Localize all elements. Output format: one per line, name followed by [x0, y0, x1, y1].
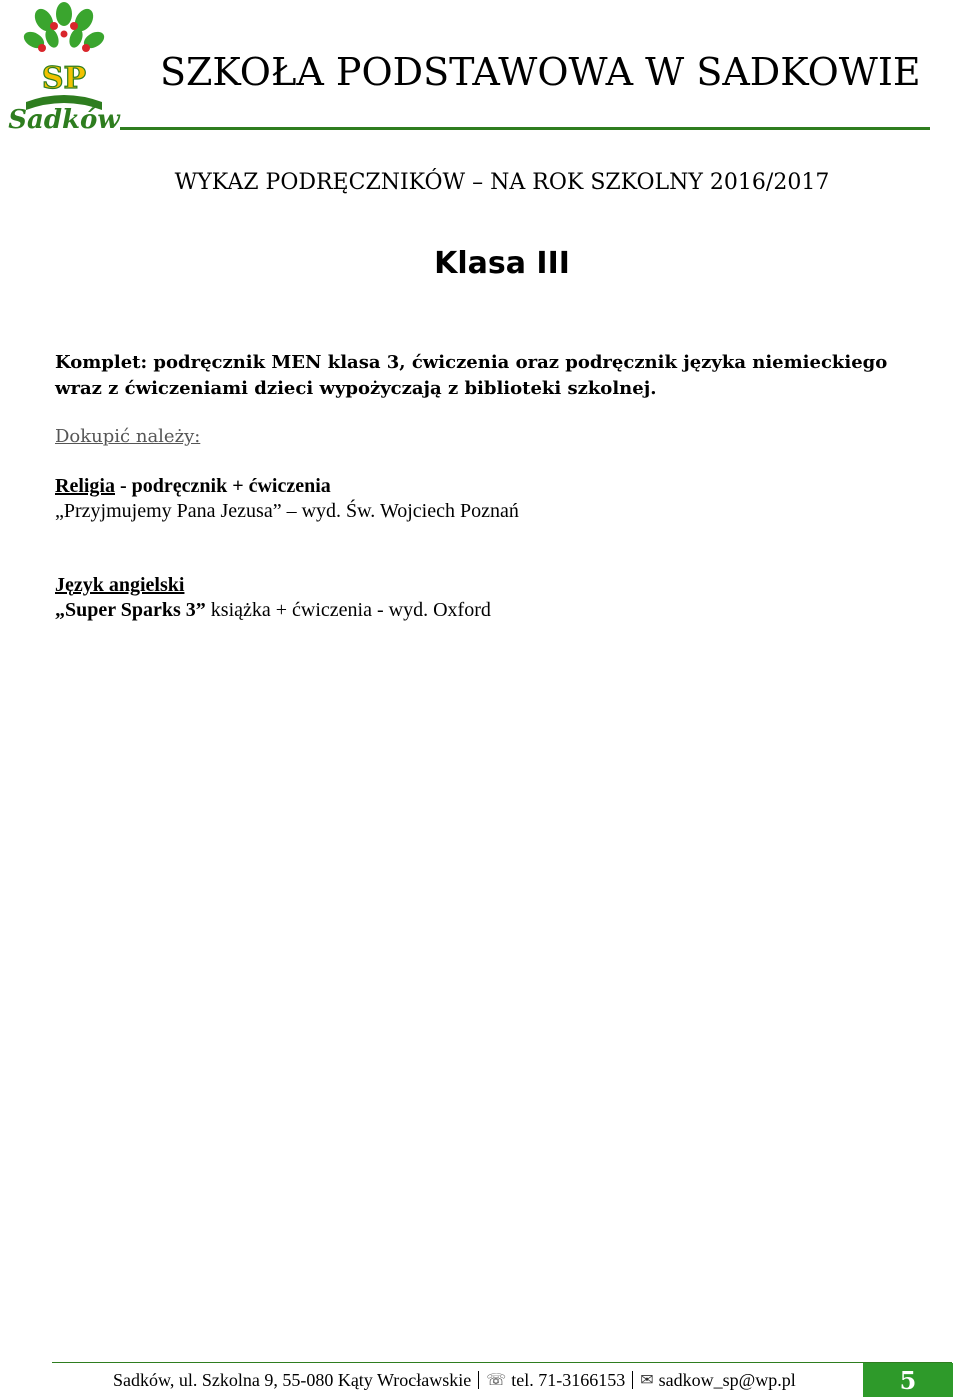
document-heading: WYKAZ PODRĘCZNIKÓW – NA ROK SZKOLNY 2016/2017 — [174, 170, 830, 195]
footer-address: Sadków, ul. Szkolna 9, 55-080 Kąty Wrocławskie — [113, 1370, 472, 1390]
book-title: „Super Sparks 3” — [55, 599, 206, 621]
footer-divider — [52, 1362, 952, 1363]
class-title: Klasa III — [434, 246, 570, 281]
book-entry: „Przyjmujemy Pana Jezusa” – wyd. Św. Wojciech Poznań — [55, 500, 519, 522]
school-name: SZKOŁA PODSTAWOWA W SADKOWIE — [160, 50, 921, 94]
subject-english — [55, 573, 915, 623]
buy-label: Dokupić należy: — [55, 426, 201, 447]
book-detail: książka + ćwiczenia - wyd. Oxford — [205, 599, 491, 621]
header-divider — [120, 127, 930, 130]
logo-text: Sadków — [8, 105, 120, 132]
envelope-icon: ✉ — [640, 1370, 654, 1389]
intro-line: wraz z ćwiczeniami dzieci wypożyczają z biblioteki szkolnej. — [55, 378, 657, 399]
footer — [113, 1365, 796, 1395]
subject-name: Język angielski — [55, 574, 185, 596]
intro-paragraph — [55, 350, 915, 402]
subject-name: Religia — [55, 475, 115, 497]
footer-separator — [478, 1371, 479, 1389]
school-logo — [4, 2, 122, 132]
footer-email[interactable]: sadkow_sp@wp.pl — [658, 1370, 796, 1390]
phone-icon: ☏ — [486, 1370, 507, 1389]
footer-separator — [632, 1371, 633, 1389]
intro-line: Komplet: podręcznik MEN klasa 3, ćwiczenia oraz podręcznik języka niemieckiego — [55, 352, 888, 373]
page-number: 5 — [863, 1363, 953, 1397]
logo-letters: SP — [41, 61, 87, 96]
footer-phone: tel. 71-3166153 — [511, 1370, 626, 1390]
subject-religion — [55, 474, 915, 524]
logo-graphic — [4, 2, 122, 132]
subject-detail: - podręcznik + ćwiczenia — [115, 475, 331, 497]
